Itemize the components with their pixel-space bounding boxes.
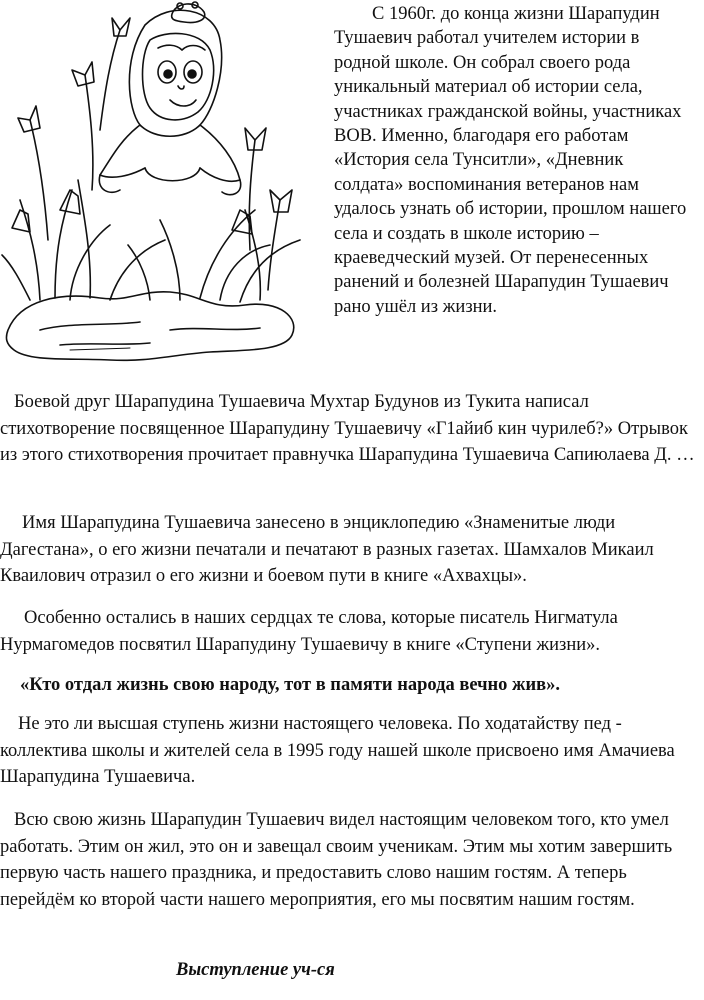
top-paragraph: С 1960г. до конца жизни Шарапудин Тушаевич работал учителем истории в родной школе. Он собрал своего рода уникальный материал об истории села, участниках гражданской войны, участниках ВОВ. Именно, благодаря его работам «История села Тунситли», «Дневник солдата» воспоминания ветеранов нам удалось узнать об истории, прошлом нашего села и создать в школе историю – краеведческий музей. От перенесенных ранений и болезней Шарапудин Тушаевич рано ушёл из жизни. — [334, 4, 687, 317]
paragraph-encyclopedia: Имя Шарапудина Тушаевича занесено в энциклопедию «Знаменитые люди Дагестана», о его жизни печатали и печатают в разных газетах. Шамхалов Микаил Кваилович отразил о его жизни и боевом пути в книге «Ахвахцы». — [0, 513, 654, 586]
paragraph-school-name: Не это ли высшая ступень жизни настоящего человека. По ходатайству пед - коллектива школы и жителей села в 1995 году нашей школе присвоено имя Амачиева Шарапудина Тушаевича. — [0, 714, 675, 787]
paragraph-book-quote-intro: Особенно остались в наших сердцах те слова, которые писатель Нигматула Нурмагомедов посвятил Шарапудину Тушаевичу в книге «Ступени жизни». — [0, 608, 618, 655]
closing-heading: Выступление уч-ся — [176, 960, 335, 980]
paragraph-conclusion: Всю свою жизнь Шарапудин Тушаевич видел настоящим человеком того, кто умел работать. Этим он жил, это он и завещал своим ученикам. Этим мы хотим завершить первую часть нашего праздника, и предоставить слово нашим гостям. А теперь перейдём ко второй части нашего мероприятия, его мы посвятим нашим гостям. — [0, 810, 673, 910]
paragraph-bold-quote: «Кто отдал жизнь свою народу, тот в памяти народа вечно жив». — [20, 675, 560, 695]
girl-by-pond-illustration — [0, 0, 325, 370]
top-right-text-block — [334, 2, 696, 319]
paragraph-poem-intro: Боевой друг Шарапудина Тушаевича Мухтар Будунов из Тукита написал стихотворение посвященное Шарапудину Тушаевичу «Г1айиб кин чурилеб?» Отрывок из этого стихотворения прочитает правнучка Шарапудина Тушаевича Сапиюлаева Д. … — [0, 392, 695, 465]
